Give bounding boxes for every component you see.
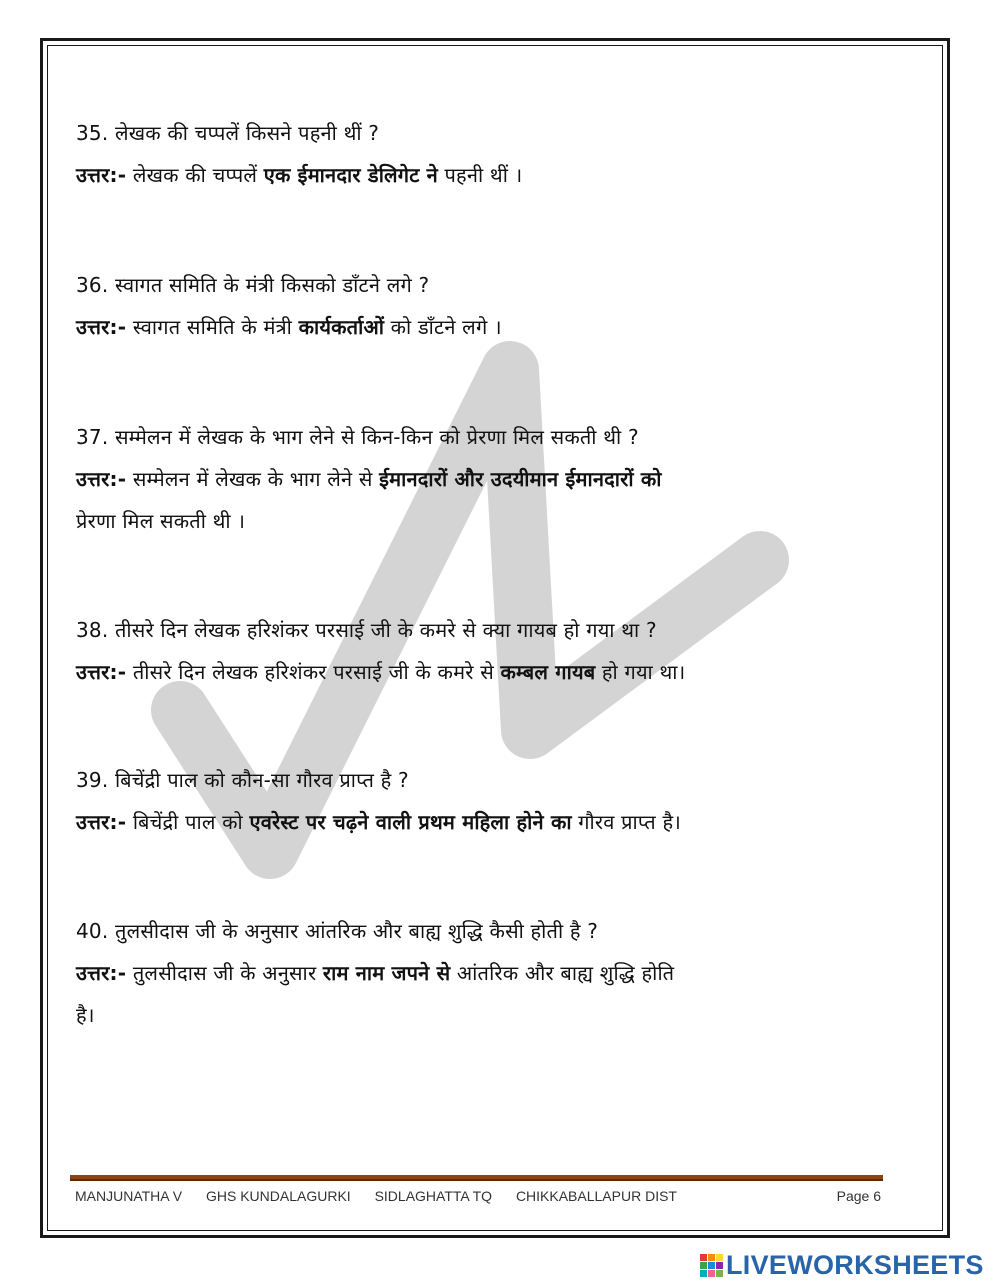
answer-40: उत्तर:- तुलसीदास जी के अनुसार राम नाम जपने से आंतरिक और बाह्य शुद्धि होति (76, 961, 675, 985)
logo-grid-cell (708, 1254, 715, 1261)
footer-taluk: SIDLAGHATTA TQ (374, 1188, 493, 1204)
logo-grid-cell (716, 1262, 723, 1269)
answer-highlight: एवरेस्ट पर चढ़ने वाली प्रथम महिला होने का (249, 810, 572, 834)
answer-label: उत्तर:- (76, 163, 127, 187)
question-38: 38. तीसरे दिन लेखक हरिशंकर परसाई जी के कमरे से क्या गायब हो गया था ? (76, 618, 657, 642)
question-35: 35. लेखक की चप्पलें किसने पहनी थीं ? (76, 121, 380, 145)
brand-name: LIVEWORKSHEETS (726, 1249, 984, 1280)
qa-block-35 (76, 112, 876, 196)
liveworksheets-logo[interactable] (700, 1250, 984, 1280)
answer-label: उत्तर:- (76, 961, 127, 985)
answer-36: उत्तर:- स्वागत समिति के मंत्री कार्यकर्ताओं को डाँटने लगे । (76, 315, 502, 339)
footer-district: CHIKKABALLAPUR DIST (515, 1188, 677, 1204)
answer-label: उत्तर:- (76, 315, 127, 339)
answer-37-continued: प्रेरणा मिल सकती थी । (76, 509, 246, 533)
footer-rule (70, 1175, 883, 1181)
qa-block-37 (76, 416, 876, 542)
answer-39: उत्तर:- बिचेंद्री पाल को एवरेस्ट पर चढ़ने वाली प्रथम महिला होने का गौरव प्राप्त है। (76, 810, 682, 834)
answer-highlight: राम नाम जपने से (322, 961, 451, 985)
answer-35: उत्तर:- लेखक की चप्पलें एक ईमानदार डेलिगेट ने पहनी थीं । (76, 163, 523, 187)
question-36: 36. स्वागत समिति के मंत्री किसको डाँटने लगे ? (76, 273, 430, 297)
question-37: 37. सम्मेलन में लेखक के भाग लेने से किन-किन को प्रेरणा मिल सकती थी ? (76, 425, 639, 449)
logo-grid-cell (708, 1270, 715, 1277)
logo-grid-cell (708, 1262, 715, 1269)
question-39: 39. बिचेंद्री पाल को कौन-सा गौरव प्राप्त है ? (76, 768, 409, 792)
answer-highlight: ईमानदारों और उदयीमान ईमानदारों को (379, 467, 662, 491)
answer-38: उत्तर:- तीसरे दिन लेखक हरिशंकर परसाई जी के कमरे से कम्बल गायब हो गया था। (76, 660, 686, 684)
logo-grid-cell (700, 1270, 707, 1277)
footer-author: MANJUNATHA V (75, 1188, 183, 1204)
logo-grid-cell (716, 1270, 723, 1277)
logo-grid-cell (700, 1254, 707, 1261)
qa-block-36 (76, 264, 876, 348)
answer-label: उत्तर:- (76, 660, 127, 684)
answer-37: उत्तर:- सम्मेलन में लेखक के भाग लेने से ईमानदारों और उदयीमान ईमानदारों को (76, 467, 662, 491)
question-40: 40. तुलसीदास जी के अनुसार आंतरिक और बाह्य शुद्धि कैसी होती है ? (76, 919, 599, 943)
logo-grid-cell (716, 1254, 723, 1261)
qa-block-38 (76, 609, 876, 693)
logo-grid-cell (700, 1262, 707, 1269)
answer-label: उत्तर:- (76, 810, 127, 834)
footer-school: GHS KUNDALAGURKI (205, 1188, 351, 1204)
answer-highlight: एक ईमानदार डेलिगेट ने (263, 163, 438, 187)
qa-block-39 (76, 759, 876, 843)
logo-grid-icon (700, 1254, 723, 1277)
answer-highlight: कम्बल गायब (500, 660, 596, 684)
answer-highlight: कार्यकर्ताओं (298, 315, 385, 339)
page-number: Page 6 (836, 1188, 881, 1204)
qa-block-40 (76, 910, 876, 1036)
page-footer (75, 1188, 881, 1204)
answer-40-continued: है। (76, 1003, 95, 1027)
answer-label: उत्तर:- (76, 467, 127, 491)
